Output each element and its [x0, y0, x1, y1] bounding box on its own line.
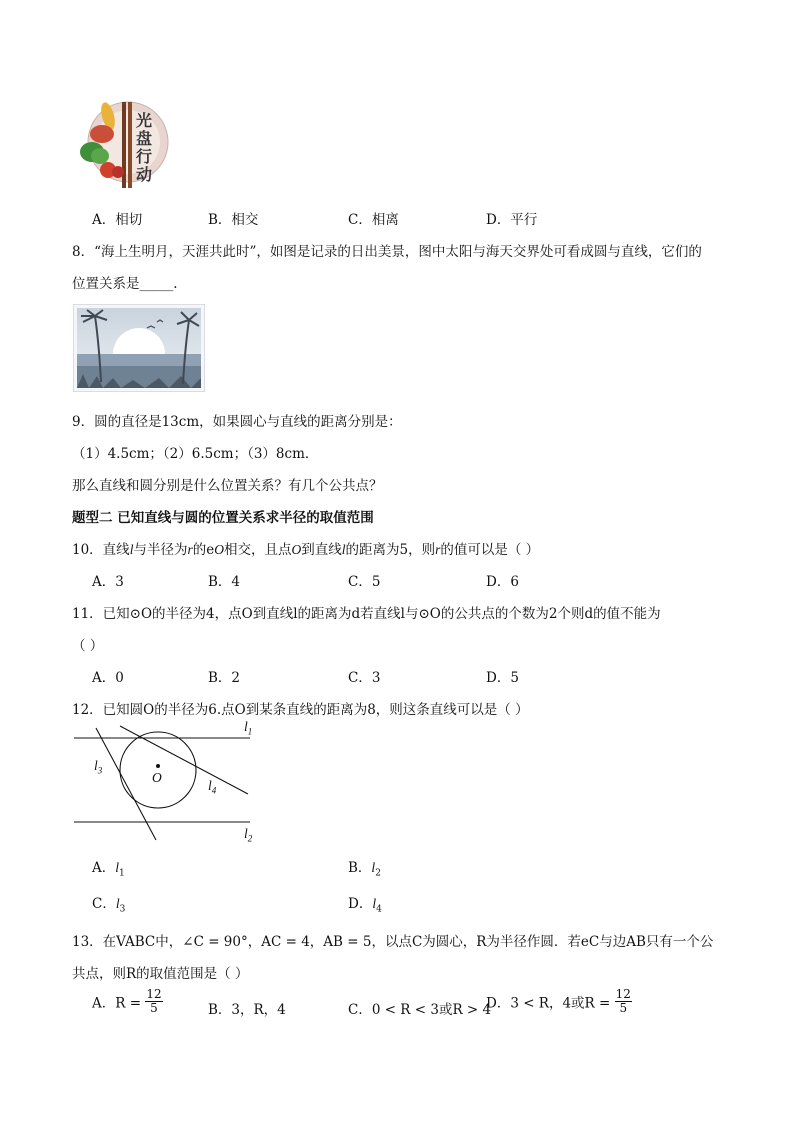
q11-option-b: B．2: [208, 670, 241, 686]
q13-option-d: D．3 < R，4或R = $\frac{12}{5}$: [486, 987, 631, 1015]
q10-option-b: B．4: [208, 574, 241, 590]
sunrise-image: [73, 304, 205, 392]
q7-option-d: D．平行: [486, 212, 538, 228]
q12-option-c: C．$l_3$: [92, 896, 126, 915]
q7-option-c: C．相离: [348, 212, 399, 228]
q11-line-2: （ ）: [72, 638, 104, 654]
clean-plate-icon: [74, 96, 174, 196]
fig-label-l1: $l_1$: [244, 719, 253, 737]
q11-option-d: D．5: [486, 670, 519, 686]
q12-figure: [72, 719, 262, 846]
logo-illustration: [74, 96, 174, 196]
section-heading: 题型二 已知直线与圆的位置关系求半径的取值范围: [72, 510, 374, 526]
q12-line-1: 12．已知圆O的半径为6.点O到某条直线的距离为8，则这条直线可以是（ ）: [72, 702, 529, 718]
q12-option-a: A．$l_1$: [92, 860, 125, 879]
q11-option-a: A．0: [92, 670, 124, 686]
q10-option-c: C．5: [348, 574, 381, 590]
q9-line-1: 9．圆的直径是13cm，如果圆心与直线的距离分别是：: [72, 414, 402, 430]
q10-option-d: D．6: [486, 574, 519, 590]
q7-option-b: B．相交: [208, 212, 259, 228]
fig-label-o: O: [152, 770, 162, 785]
q11-line-1: 11．已知⊙O的半径为4，点O到直线l的距离为d若直线l与⊙O的公共点的个数为2个则d的值不能为: [72, 606, 661, 622]
q13-option-b: B．3，R，4: [208, 1002, 286, 1018]
q13-option-c: C．0 < R < 3或R > 4: [348, 1002, 492, 1018]
q12-option-b: B．$l_2$: [348, 860, 381, 879]
q12-option-d: D．$l_4$: [348, 896, 382, 915]
q10-option-a: A．3: [92, 574, 124, 590]
logo-text: 光盘行动: [136, 111, 153, 184]
fig-label-l4: $l_4$: [208, 778, 217, 796]
q8-line-2: 位置关系是_____.: [72, 276, 178, 292]
q9-line-3: 那么直线和圆分别是什么位置关系？有几个公共点？: [72, 478, 383, 494]
q10-stem: 10．直线l与半径为r的eO相交，且点O到直线l的距离为5，则r的值可以是（ ）: [72, 542, 540, 558]
q13-line-2: 共点，则R的取值范围是（ ）: [72, 966, 249, 982]
fig-label-l2: $l_2$: [244, 826, 253, 844]
q13-option-a: A．R = $\frac{12}{5}$: [92, 987, 162, 1015]
fig-label-l3: $l_3$: [94, 758, 103, 776]
q8-line-1: 8．“海上生明月，天涯共此时”，如图是记录的日出美景，图中太阳与海天交界处可看成圆与直线，它们的: [72, 244, 702, 260]
q7-option-a: A．相切: [92, 212, 143, 228]
q13-line-1: 13．在VABC中，∠C = 90°，AC = 4，AB = 5，以点C为圆心，R为半径作圆．若eC与边AB只有一个公: [72, 934, 714, 950]
q9-line-2: （1）4.5cm；（2）6.5cm；（3）8cm．: [72, 446, 319, 462]
q11-option-c: C．3: [348, 670, 381, 686]
